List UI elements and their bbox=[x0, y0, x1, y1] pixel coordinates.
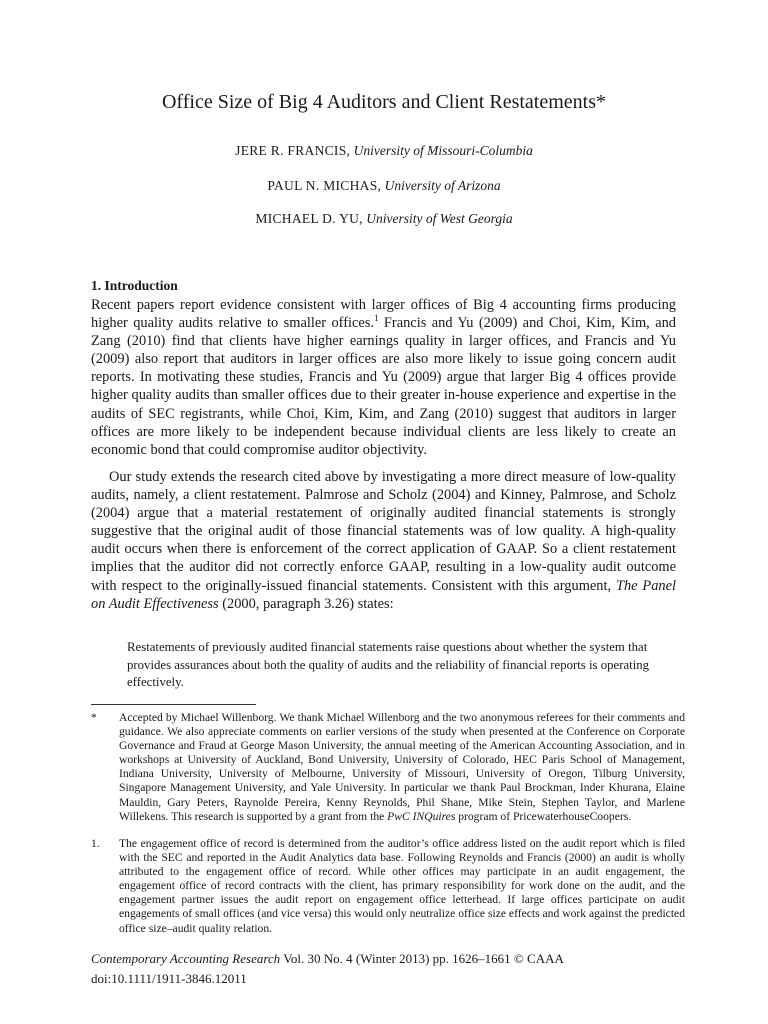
footnote-text: The engagement office of record is determined from the auditor’s office address listed on the audit report which is filed with the SEC and reported in the Audit Analytics data base. Following Reynolds and Francis (2000) an audit is wholly attributed to the engagement office of record. While other offices may participate in an audit engagement, the engagement office of record contracts with the client, has primary responsibility for work done on the audit, and the engagement partner issues the audit report on engagement office letterhead. If large offices participate on audit engagements of small offices (and vice versa) this would only neutralize office size effects and work against the predicted office size–audit quality relation. bbox=[119, 837, 685, 935]
footnote-text-part: Accepted by Michael Willenborg. We thank Michael Willenborg and the two anonymous referees for their comments and guidance. We also appreciate comments on earlier versions of the study when presented at the Conference on Corporate Governance and Fraud at George Mason University, the annual meeting of the American Accounting Association, and in workshops at University of Auckland, Bond University, University of Colorado, HEC Paris School of Management, Indiana University, University of Melbourne, University of Missouri, University of Oregon, Tilburg University, Singapore Management University, and Yale University. In particular we thank Paul Brockman, Inder Khurana, Elaine Mauldin, Gary Peters, Raynolde Pereira, Kenny Reynolds, Phil Shane, Mike Stein, Stephen Taylor, and Marlene Willekens. This research is supported by a grant from the bbox=[119, 711, 685, 823]
paragraph-2-end: (2000, paragraph 3.26) states: bbox=[218, 595, 394, 612]
program-name: PwC INQuires bbox=[387, 809, 456, 823]
footnote-text-end: program of PricewaterhouseCoopers. bbox=[455, 809, 632, 823]
paragraph-2 bbox=[91, 468, 676, 613]
doi-link[interactable]: doi:10.1111/1911-3846.12011 bbox=[91, 971, 247, 986]
paragraph-1-text-cont: Francis and Yu (2009) and Choi, Kim, Kim, and Zang (2010) find that clients have higher earnings quality in larger offices, and Francis and Yu (2009) also report that auditors in larger offices are also more likely to issue going concern audit reports. In motivating these studies, Francis and Yu (2009) argue that larger Big 4 offices provide higher quality audits than smaller offices due to their greater in-house experience and expertise in the audits of SEC registrants, while Choi, Kim, Kim, and Zang (2010) suggest that auditors in larger offices are more likely to be independent because individual clients are less likely to create an economic bond that could compromise auditor objectivity. bbox=[91, 315, 676, 458]
paper-title: Office Size of Big 4 Auditors and Client Restatements* bbox=[161, 91, 606, 113]
panel-report-title: The Panel on Audit Effectiveness bbox=[91, 577, 676, 612]
author-1 bbox=[0, 142, 768, 160]
author-2 bbox=[0, 177, 768, 195]
author-affiliation: University of Missouri-Columbia bbox=[353, 143, 533, 158]
block-quote: Restatements of previously audited financial statements raise questions about whether the system that provides assurances about both the quality of audits and the reliability of financial reports is operating effectively. bbox=[127, 640, 650, 689]
author-name: JERE R. FRANCIS, bbox=[235, 143, 351, 158]
footnote-divider bbox=[91, 704, 256, 705]
author-affiliation: University of Arizona bbox=[384, 178, 501, 193]
footnote-mark: * bbox=[91, 711, 97, 724]
paragraph-1-text: Recent papers report evidence consistent with larger offices of Big 4 accounting firms producing higher quality audits relative to smaller offices. bbox=[91, 297, 676, 332]
journal-name: Contemporary Accounting Research bbox=[91, 951, 281, 966]
author-name: PAUL N. MICHAS, bbox=[267, 178, 382, 193]
paragraph-2-text: Our study extends the research cited above by investigating a more direct measure of low-quality audits, namely, a client restatement. Palmrose and Scholz (2004) and Kinney, Palmrose, and Scholz (2004) argue that a material restatement of originally audited financial statements is strongly suggestive that the original audit of those financial statements was of low quality. A high-quality audit occurs when there is enforcement of the correct application of GAAP. So a client restatement implies that the auditor did not correctly enforce GAAP, resulting in a low-quality audit outcome with respect to the originally-issued financial statements. Consistent with this argument, bbox=[91, 469, 676, 594]
section-heading: 1. Introduction bbox=[91, 278, 178, 293]
author-3 bbox=[0, 210, 768, 228]
author-affiliation: University of West Georgia bbox=[366, 211, 513, 226]
journal-details: Vol. 30 No. 4 (Winter 2013) pp. 1626–1661 © CAAA bbox=[280, 951, 564, 966]
paragraph-1 bbox=[91, 296, 676, 459]
author-name: MICHAEL D. YU, bbox=[255, 211, 363, 226]
footnote-text bbox=[119, 711, 685, 824]
footnote-ref-1[interactable]: 1 bbox=[373, 313, 379, 324]
journal-citation bbox=[91, 950, 564, 968]
footnote-mark: 1. bbox=[91, 837, 100, 850]
